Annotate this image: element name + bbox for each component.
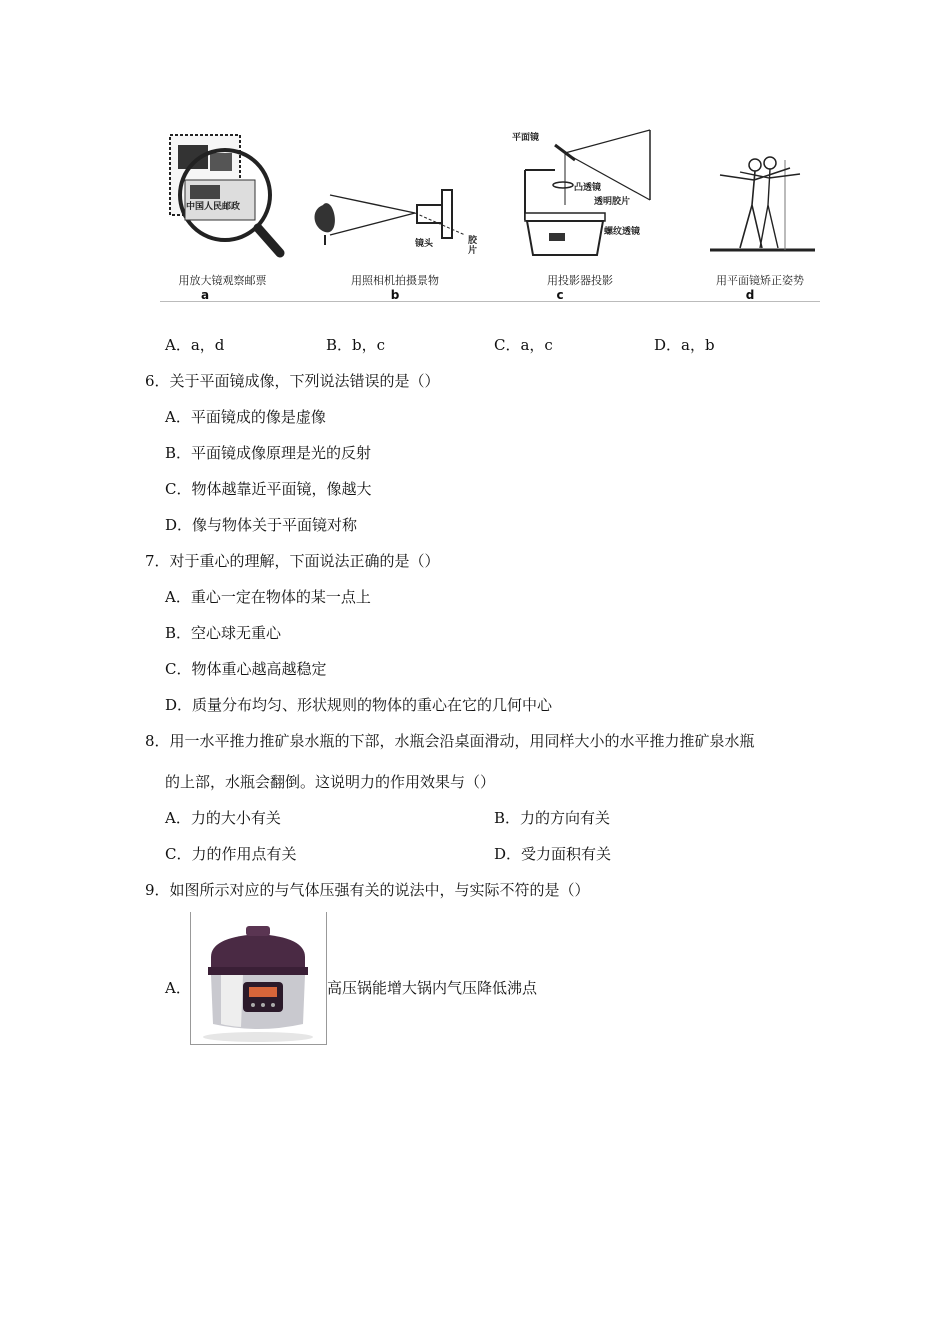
panel-c-caption: 用投影器投影 — [547, 274, 613, 287]
q8-option-a: A．力的大小有关 — [165, 809, 281, 827]
q5-option-d: D．a，b — [654, 336, 715, 354]
q9-option-a-text: 高压锅能增大锅内气压降低沸点 — [327, 979, 538, 997]
q6-option-b: B．平面镜成像原理是光的反射 — [165, 444, 372, 462]
q9-option-a-letter: A． — [165, 979, 191, 997]
dancer-mirror-illustration — [700, 150, 820, 260]
q7-option-a: A．重心一定在物体的某一点上 — [165, 588, 371, 606]
q6-option-a: A．平面镜成的像是虚像 — [165, 408, 326, 426]
q8-stem-line1: 8．用一水平推力推矿泉水瓶的下部，水瓶会沿桌面滑动，用同样大小的水平推力推矿泉水瓶 — [145, 732, 755, 750]
fresnel-lens-label: 螺纹透镜 — [604, 227, 641, 237]
q9-stem: 9．如图所示对应的与气体压强有关的说法中，与实际不符的是（） — [145, 881, 590, 899]
q8-option-c: C．力的作用点有关 — [165, 845, 297, 863]
panel-b-caption: 用照相机拍摄景物 — [351, 274, 439, 287]
film-label: 胶片 — [468, 236, 478, 256]
magnifier-stamp-illustration — [160, 125, 290, 265]
q6-option-c: C．物体越靠近平面镜，像越大 — [165, 480, 372, 498]
stamp-text: 中国人民邮政 — [186, 202, 241, 212]
panel-b-letter: b — [390, 288, 400, 302]
mirror-label: 平面镜 — [512, 133, 540, 143]
q5-option-a: A．a，d — [165, 336, 225, 354]
q8-option-b: B．力的方向有关 — [494, 809, 611, 827]
camera-illustration — [305, 180, 485, 260]
panel-a-caption: 用放大镜观察邮票 — [178, 274, 267, 287]
projector-illustration — [515, 125, 665, 265]
q7-option-c: C．物体重心越高越稳定 — [165, 660, 327, 678]
q8-stem-line2: 的上部，水瓶会翻倒。这说明力的作用效果与（） — [165, 773, 496, 791]
panel-d-letter: d — [745, 288, 755, 302]
slide-label: 透明胶片 — [594, 197, 631, 207]
q6-option-d: D．像与物体关于平面镜对称 — [165, 516, 358, 534]
panel-d-caption: 用平面镜矫正姿势 — [716, 274, 804, 287]
convex-lens-label: 凸透镜 — [574, 183, 602, 193]
lens-label: 镜头 — [415, 239, 434, 249]
panel-c-letter: c — [556, 288, 564, 302]
q7-option-d: D．质量分布均匀、形状规则的物体的重心在它的几何中心 — [165, 696, 553, 714]
q8-option-d: D．受力面积有关 — [494, 845, 612, 863]
q6-stem: 6．关于平面镜成像，下列说法错误的是（） — [145, 372, 440, 390]
q7-stem: 7．对于重心的理解，下面说法正确的是（） — [145, 552, 440, 570]
panel-a-letter: a — [200, 288, 210, 302]
pressure-cooker-icon — [191, 912, 326, 1044]
pressure-cooker-image — [190, 912, 327, 1045]
q5-option-c: C．a，c — [494, 336, 553, 354]
q7-option-b: B．空心球无重心 — [165, 624, 282, 642]
q5-option-b: B．b，c — [326, 336, 386, 354]
